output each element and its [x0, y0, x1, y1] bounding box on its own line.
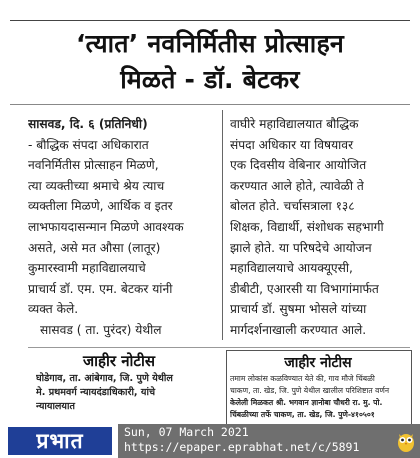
notice-left-line: न्यायालयात	[36, 401, 75, 412]
article-line: त्या व्यक्तीच्या श्रमाचे श्रेय त्याच	[28, 178, 165, 193]
top-rule	[10, 20, 410, 21]
logo-text: प्रभात	[36, 429, 84, 453]
article-line: वाघीरे महाविद्यालयात बौद्धिक	[230, 117, 359, 131]
headline-line-1: ‘त्यात’ नवनिर्मितीस प्रोत्साहन	[75, 29, 345, 58]
article-line: बोलत होते. चर्चासत्राला १३८	[230, 199, 355, 214]
article-line: कुमारस्वामी महाविद्यालयाचे	[28, 261, 146, 276]
prabhat-logo	[8, 427, 112, 455]
article-line: करण्यात आले होते, त्यावेळी ते	[230, 178, 364, 193]
epaper-link[interactable]: https://epaper.eprabhat.net/c/5891	[124, 440, 360, 454]
headline-line-2: मिळते - डॉ. बेटकर	[120, 65, 300, 94]
notice-left-line: घोडेगाव, ता. आंबेगाव, जि. पुणे येथील	[36, 373, 173, 384]
headline-rule	[10, 104, 410, 105]
article-line: शिक्षक, विद्यार्थी, संशोधक सहभागी	[230, 219, 384, 234]
notice-right-line: तमाम लोकांस कळविण्यात येते की, गाव मौजे चिंबळी	[230, 374, 375, 383]
article-line: व्यक्त केले.	[28, 302, 79, 317]
article-line: नवनिर्मितीस प्रोत्साहन मिळणे,	[28, 158, 159, 173]
notice-right-line: केलेली मिळकत श्री. भगवान ज्ञानोबा चौधरी रा. मु. पो.	[230, 398, 383, 407]
notice-right-title: जाहीर नोटीस	[284, 355, 352, 371]
article-line: प्राचार्य डॉ. एम. एम. बेटकर यांनी	[28, 281, 173, 296]
notice-right-line: चाकण, ता. खेड, जि. पुणे येथील खालील परिशिष्टात वर्णन	[230, 386, 390, 395]
notice-left-line: मे. प्रथमवर्ग न्यायदंडाधिकारी, यांचे	[36, 387, 156, 398]
article-line: महाविद्यालयाचे आयक्यूएसी,	[230, 261, 353, 276]
notice-left-title: जाहीर नोटीस	[82, 352, 156, 370]
article-line: सासवड ( ता. पुरंदर) येथील	[40, 322, 162, 337]
owl-mascot-icon	[396, 429, 416, 453]
dateline: सासवड, दि. ६ (प्रतिनिधी)	[28, 117, 148, 131]
article-line: झाले होते. या परिषदेचे आयोजन	[230, 240, 372, 255]
article-line: - बौद्धिक संपदा अधिकारात	[28, 137, 149, 152]
article-line: प्राचार्य डॉ. सुषमा भोसले यांच्या	[230, 302, 367, 317]
article-right-column	[230, 114, 410, 341]
article-line: असते, असे मत औसा (लातूर)	[28, 240, 161, 255]
article-line: डीबीटी, एआरसी या विभागांमार्फत	[230, 281, 379, 296]
article-left-column	[28, 114, 218, 341]
article-line: व्यक्तीला मिळणे, आर्थिक व इतर	[28, 199, 173, 214]
publication-date: Sun, 07 March 2021	[124, 425, 249, 439]
article-line: एक दिवसीय वेबिनार आयोजित	[230, 158, 367, 173]
column-divider	[222, 110, 223, 340]
notice-right-line: चिंबळीच्या तर्फे चाकण, ता. खेड, जि. पुणे-४१०५०१	[230, 410, 375, 419]
article-line: लाभफायदासन्मान मिळणे आवश्यक	[28, 219, 184, 234]
notices-rule	[28, 347, 410, 348]
article-line: मार्गदर्शनाखाली करण्यात आले.	[230, 322, 367, 337]
article-line: संपदा अधिकार या विषयावर	[230, 137, 354, 152]
